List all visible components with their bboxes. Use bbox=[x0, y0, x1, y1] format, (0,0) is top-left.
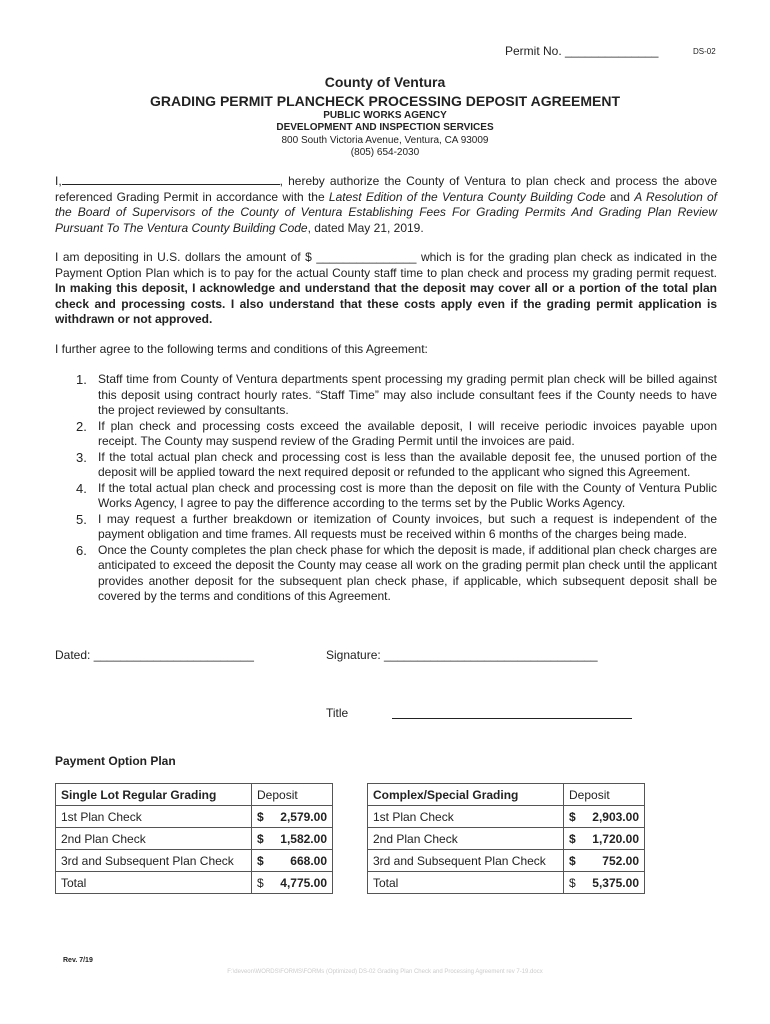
table-row bbox=[368, 850, 645, 872]
row-label: 3rd and Subsequent Plan Check bbox=[368, 850, 564, 872]
text: and bbox=[605, 189, 635, 204]
payment-table bbox=[367, 783, 645, 894]
table-row bbox=[368, 806, 645, 828]
currency: $ bbox=[569, 853, 576, 868]
text: , hereby authorize the County of Ventura to plan check and process the above referenced Grading Permit in accordance with the bbox=[55, 174, 717, 204]
amount: 4,775.00 bbox=[280, 875, 327, 890]
resolution-reference: A Resolution of the Board of Supervisors of the County of Ventura Establishing Fees For Grading Permits And Grading Plan Review Pursuant To The Ventura County Building Code bbox=[55, 189, 718, 235]
row-amount bbox=[252, 828, 333, 850]
form-code: DS-02 bbox=[693, 47, 716, 56]
row-label: 3rd and Subsequent Plan Check bbox=[56, 850, 252, 872]
signature-field: Signature: ________________________________ bbox=[326, 648, 598, 662]
term-item bbox=[55, 481, 717, 512]
amount: 2,903.00 bbox=[592, 809, 639, 824]
table-row bbox=[56, 828, 333, 850]
row-amount bbox=[564, 806, 645, 828]
row-label: Total bbox=[368, 872, 564, 894]
text: I am depositing in U.S. dollars the amount of $ _______________ which is for the grading plan check as indicated in the Payment Option Plan which is to pay for the actual County staff time to plan check and process my grading permit request. bbox=[55, 250, 717, 280]
table-row bbox=[56, 806, 333, 828]
table-header: Complex/Special Grading bbox=[368, 784, 564, 806]
term-item bbox=[55, 543, 717, 605]
county-title: County of Ventura bbox=[324, 74, 446, 90]
row-amount bbox=[564, 872, 645, 894]
term-item bbox=[55, 372, 717, 419]
term-number: 1. bbox=[76, 372, 87, 387]
currency: $ bbox=[569, 875, 576, 890]
row-amount bbox=[252, 850, 333, 872]
payment-heading: Payment Option Plan bbox=[55, 754, 176, 768]
table-row bbox=[368, 872, 645, 894]
row-label: Total bbox=[56, 872, 252, 894]
document-title: GRADING PERMIT PLANCHECK PROCESSING DEPOSIT AGREEMENT bbox=[149, 93, 621, 109]
address: 800 South Victoria Avenue, Ventura, CA 93009 bbox=[281, 135, 489, 146]
term-number: 4. bbox=[76, 480, 87, 496]
term-text: If plan check and processing costs exceed the available deposit, I will receive periodic invoices payable upon receipt. The County may suspend review of the Grading Permit until the invoices are paid. bbox=[98, 418, 717, 448]
term-text: If the total actual plan check and processing cost is less than the available deposit fee, the unused portion of the deposit will be applied toward the next required deposit or refunded to the applicant who signed this Agreement. bbox=[98, 449, 717, 479]
term-item bbox=[55, 512, 717, 543]
row-amount bbox=[564, 850, 645, 872]
agency-name: PUBLIC WORKS AGENCY bbox=[323, 110, 447, 121]
table-header: Single Lot Regular Grading bbox=[56, 784, 252, 806]
file-path: F:\deveon\WORDS\FORMS\FORMs (Optimized) DS-02 Grading Plan Check and Processing Agreement rev 7-19.docx bbox=[227, 969, 543, 975]
text: , dated May 21, 2019. bbox=[307, 220, 424, 235]
term-text: If the total actual plan check and processing cost is more than the deposit on file with the County of Ventura Public Works Agency, I agree to pay the difference according to the terms set by the Public Works Agency. bbox=[98, 480, 717, 510]
table-row bbox=[368, 828, 645, 850]
amount: 752.00 bbox=[602, 853, 639, 868]
amount: 1,720.00 bbox=[592, 831, 639, 846]
term-text: I may request a further breakdown or itemization of County invoices, but such a request is independent of the payment obligation and time frames. All requests must be received within 6 months of the charges being made. bbox=[98, 511, 717, 541]
terms-intro: I further agree to the following terms and conditions of this Agreement: bbox=[55, 342, 428, 356]
table-row bbox=[56, 850, 333, 872]
table-row bbox=[56, 872, 333, 894]
deposit-paragraph bbox=[55, 250, 717, 328]
currency: $ bbox=[257, 831, 264, 846]
row-label: 1st Plan Check bbox=[368, 806, 564, 828]
row-label: 2nd Plan Check bbox=[368, 828, 564, 850]
deposit-header: Deposit bbox=[252, 784, 333, 806]
term-number: 5. bbox=[76, 511, 87, 527]
permit-number-field: Permit No. ______________ bbox=[505, 44, 659, 58]
term-text: Once the County completes the plan check phase for which the deposit is made, if additional plan check charges are anticipated to exceed the deposit the County may cease all work on the grading permit plan check until the applicant provides another deposit for the subsequent plan check phase, if applicable, which subsequent deposit shall be covered by the terms and conditions of this Agreement. bbox=[98, 542, 717, 603]
term-item bbox=[55, 450, 717, 481]
currency: $ bbox=[569, 831, 576, 846]
payment-table bbox=[55, 783, 333, 894]
currency: $ bbox=[257, 809, 264, 824]
acknowledgement-text: In making this deposit, I acknowledge and understand that the deposit may cover all or a portion of the total plan check and processing costs. I also understand that these costs apply even if the grading permit application is withdrawn or not approved. bbox=[55, 281, 717, 326]
row-amount bbox=[252, 872, 333, 894]
term-text: Staff time from County of Ventura departments spent processing my grading permit plan check will be billed against this deposit using contract hourly rates. “Staff Time” may also include consultant fees if the County needs to have the project reviewed by consultants. bbox=[98, 372, 717, 417]
division-name: DEVELOPMENT AND INSPECTION SERVICES bbox=[276, 122, 494, 133]
currency: $ bbox=[257, 875, 264, 890]
code-reference: Latest Edition of the Ventura County Building Code bbox=[328, 189, 606, 204]
name-blank bbox=[62, 184, 280, 185]
phone: (805) 654-2030 bbox=[350, 147, 420, 158]
row-amount bbox=[564, 828, 645, 850]
title-label: Title bbox=[326, 706, 349, 720]
amount: 2,579.00 bbox=[280, 809, 327, 824]
row-label: 1st Plan Check bbox=[56, 806, 252, 828]
term-number: 6. bbox=[76, 542, 87, 558]
amount: 1,582.00 bbox=[280, 831, 327, 846]
row-label: 2nd Plan Check bbox=[56, 828, 252, 850]
term-item bbox=[55, 419, 717, 450]
deposit-header: Deposit bbox=[564, 784, 645, 806]
title-line bbox=[392, 718, 632, 719]
currency: $ bbox=[569, 809, 576, 824]
currency: $ bbox=[257, 853, 264, 868]
row-amount bbox=[252, 806, 333, 828]
terms-list bbox=[55, 372, 717, 605]
dated-field: Dated: ________________________ bbox=[55, 648, 254, 662]
term-number: 3. bbox=[76, 449, 87, 465]
text: I, bbox=[55, 174, 62, 188]
amount: 668.00 bbox=[290, 853, 327, 868]
revision: Rev. 7/19 bbox=[63, 957, 93, 964]
amount: 5,375.00 bbox=[592, 875, 639, 890]
term-number: 2. bbox=[76, 418, 87, 434]
authorization-paragraph bbox=[55, 174, 717, 236]
